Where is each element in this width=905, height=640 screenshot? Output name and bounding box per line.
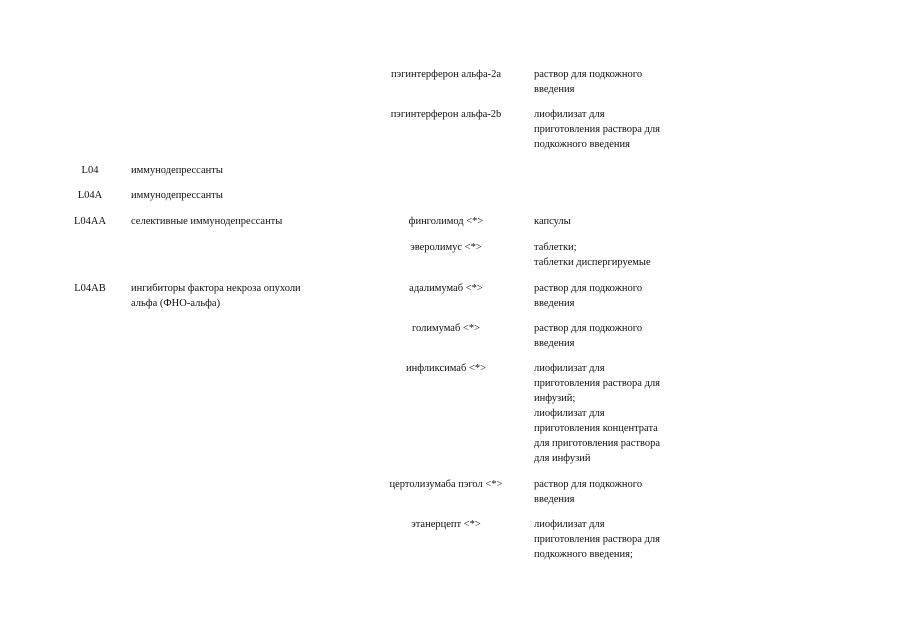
drug-name: эверолимус <*> <box>410 242 482 253</box>
group-name: иммунодепрессанты <box>131 190 223 201</box>
dosage-form: раствор для подкожного введения <box>534 479 643 505</box>
dosage-form: раствор для подкожного введения <box>534 283 643 309</box>
dosage-form: раствор для подкожного введения <box>534 323 643 349</box>
dosage-form: капсулы <box>534 216 571 227</box>
dosage-form: лиофилизат для приготовления раствора для инфузий; лиофилизат для приготовления концентрата для приготовления раствора для инфузий <box>534 363 660 464</box>
dosage-form: лиофилизат для приготовления раствора для подкожного введения; <box>534 519 660 560</box>
drug-name: пэгинтерферон альфа-2b <box>390 109 502 120</box>
drug-name: цертолизумаба пэгол <*> <box>389 479 503 490</box>
dosage-form: таблетки; таблетки диспергируемые <box>534 242 651 268</box>
dosage-form: лиофилизат для приготовления раствора для подкожного введения <box>534 109 660 150</box>
drug-name: инфликсимаб <*> <box>405 363 487 374</box>
drug-name: пэгинтерферон альфа-2a <box>390 69 502 80</box>
atc-code: L04 <box>81 165 99 176</box>
group-name: ингибиторы фактора некроза опухоли альфа (ФНО-альфа) <box>131 283 301 309</box>
group-name: селективные иммунодепрессанты <box>131 216 283 227</box>
dosage-form: раствор для подкожного введения <box>534 69 643 95</box>
atc-code: L04AA <box>73 216 107 227</box>
drug-name: финголимод <*> <box>408 216 484 227</box>
drug-name: этанерцепт <*> <box>411 519 481 530</box>
atc-code: L04A <box>77 190 103 201</box>
drug-name: адалимумаб <*> <box>409 283 483 294</box>
group-name: иммунодепрессанты <box>131 165 223 176</box>
atc-code: L04AB <box>74 283 106 294</box>
drug-name: голимумаб <*> <box>411 323 481 334</box>
